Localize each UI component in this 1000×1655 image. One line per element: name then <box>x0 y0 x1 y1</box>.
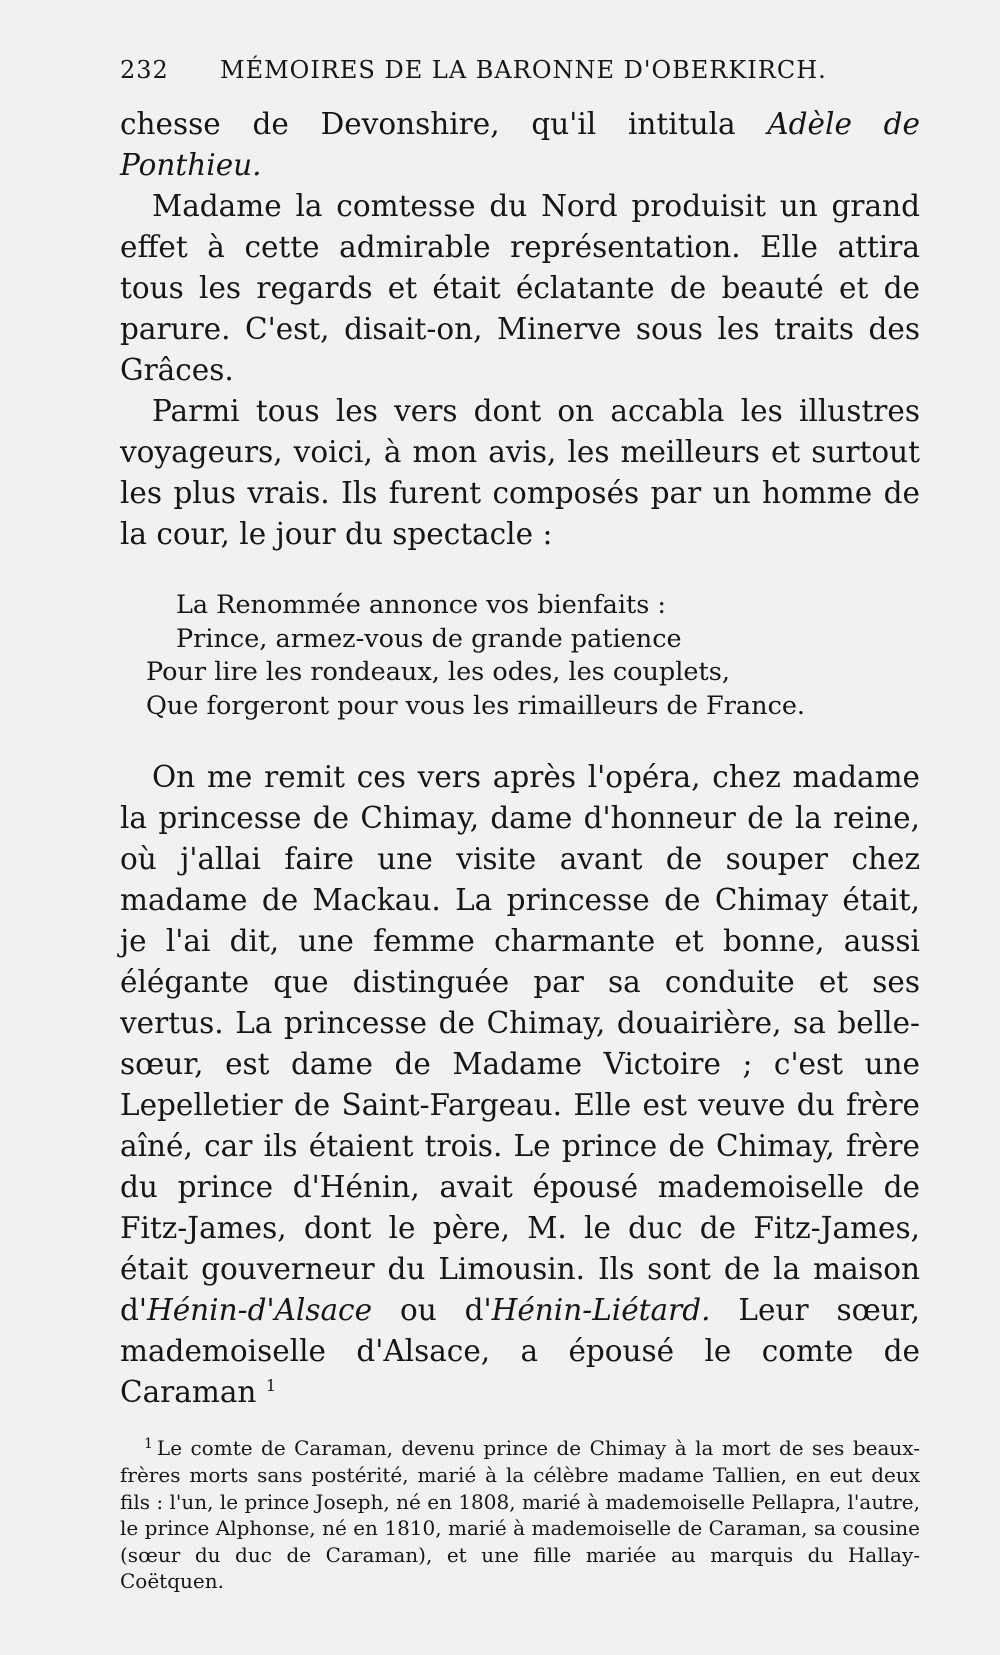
footnote-reference[interactable]: 1 <box>265 1376 276 1396</box>
footnote <box>120 1435 920 1595</box>
verse-line: Pour lire les rondeaux, les odes, les couplets, <box>146 657 730 688</box>
paragraph-text: La princesse de Chimay, douairière, sa belle-sœur, est dame de Madame Victoire ; c'est une Lepelletier de Saint-Fargeau. Elle est veuve du frère aîné, car ils étaient trois. Le prince de Chimay, frère du prince d'Hénin, avait épousé mademoiselle de Fitz-James, dont le père, M. le duc de Fitz-James, était gouverneur du Limousin. Ils sont de la maison d' <box>120 1006 920 1328</box>
page-number: 232 <box>120 56 169 84</box>
running-title: MÉMOIRES DE LA BARONNE D'OBERKIRCH. <box>220 56 827 84</box>
paragraph: Parmi tous les vers dont on accabla les illustres voyageurs, voici, à mon avis, les meilleurs et surtout les plus vrais. Ils furent composés par un homme de la cour, le jour du spectacle : <box>120 394 920 551</box>
footnote-text: Le comte de Caraman, devenu prince de Chimay à la mort de ses beaux-frères morts sans postérité, marié à la célèbre madame Tallien, en eut deux fils : l'un, le prince Joseph, né en 1808, marié à mademoiselle Pellapra, l'autre, le prince Alphonse, né en 1810, marié à mademoiselle de Caraman, sa cousine (sœur du duc de Caraman), et une fille mariée au marquis du Hallay-Coëtquen. <box>120 1436 920 1594</box>
verse-line: La Renommée annonce vos bienfaits : <box>176 590 667 620</box>
paragraph-text: Leur sœur, mademoiselle d'Alsace, a épousé le comte de Caraman <box>120 1293 920 1410</box>
work-title: Adèle de Ponthieu. <box>120 107 920 182</box>
paragraph-continuation <box>120 104 920 186</box>
paragraph: Madame la comtesse du Nord produisit un grand effet à cette admirable représentation. Elle attira tous les regards et était éclatante de beauté et de parure. C'est, disait-on, Minerve sous les traits des Grâces. <box>120 189 920 387</box>
verse-line: Prince, armez-vous de grande patience <box>176 623 682 654</box>
paragraph-text: chesse de Devonshire, qu'il intitula <box>120 107 768 141</box>
house-name: Hénin-d'Alsace <box>147 1293 373 1328</box>
book-page <box>120 56 920 1595</box>
verse-line: Que forgeront pour vous les rimailleurs de France. <box>146 690 806 721</box>
paragraph <box>120 757 920 1413</box>
paragraph-text: ou d' <box>372 1293 492 1328</box>
paragraph-text: On me remit ces vers après l'opéra, chez madame la princesse de Chimay, dame d'honneur de la reine, où j'allai faire une visite avant de souper chez madame de Mackau. La princesse de Chimay était, je l'ai dit, une femme charmante et bonne, aussi élégante que distinguée par sa conduite et ses vertus. <box>120 760 920 1041</box>
house-name: Hénin-Liétard. <box>491 1293 711 1328</box>
main-text <box>120 104 920 1413</box>
running-header <box>120 56 920 104</box>
verse-quatrain <box>146 589 920 723</box>
footnote-number: 1 <box>144 1435 153 1452</box>
